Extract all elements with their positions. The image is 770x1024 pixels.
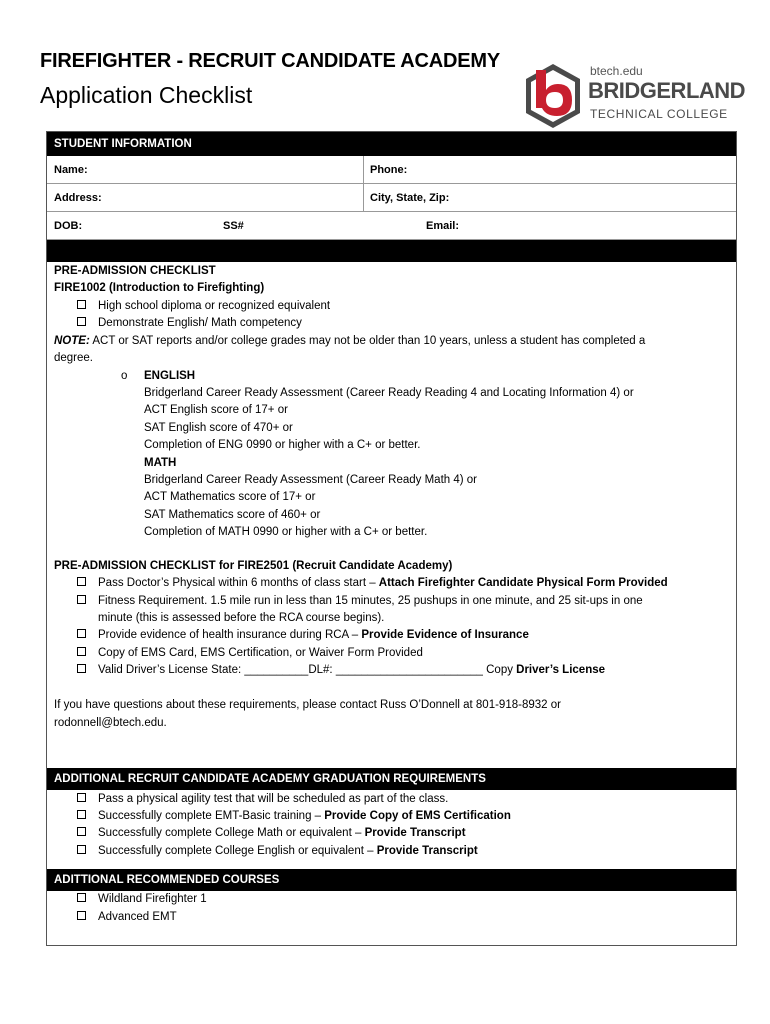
page-subtitle: Application Checklist xyxy=(40,82,253,108)
page-title: FIREFIGHTER - RECRUIT CANDIDATE ACADEMY xyxy=(40,50,500,72)
contact-text: If you have questions about these requirements, please contact Russ O’Donnell at 801-918-8932 or xyxy=(54,699,561,711)
address-field-label: Address: xyxy=(54,192,102,204)
math-label: MATH xyxy=(144,457,177,469)
checklist-item[interactable]: High school diploma or recognized equivalent xyxy=(77,298,330,315)
phone-field-label: Phone: xyxy=(370,164,408,176)
checklist-item-cont: minute (this is assessed before the RCA course begins). xyxy=(98,612,385,624)
fire1002-course: FIRE1002 (Introduction to Firefighting) xyxy=(54,282,265,294)
student-info-heading: STUDENT INFORMATION xyxy=(47,132,736,156)
checklist-item[interactable]: Wildland Firefighter 1 xyxy=(77,891,207,908)
logo-url: btech.edu xyxy=(590,64,643,78)
checklist-item[interactable]: Pass Doctor’s Physical within 6 months of class start – Attach Firefighter Candidate Physical Form Provided xyxy=(77,575,668,592)
english-option: Bridgerland Career Ready Assessment (Career Ready Reading 4 and Locating Information 4) or xyxy=(144,387,634,399)
math-option: Bridgerland Career Ready Assessment (Career Ready Math 4) or xyxy=(144,474,478,486)
english-option: SAT English score of 470+ or xyxy=(144,422,293,434)
checklist-item[interactable]: Valid Driver’s License State: __________DL#: _______________________ Copy Driver’s License xyxy=(77,662,605,679)
name-field-label: Name: xyxy=(54,164,88,176)
checkbox-icon[interactable] xyxy=(77,629,86,638)
email-field-label: Email: xyxy=(426,220,460,232)
checkbox-icon[interactable] xyxy=(77,595,86,604)
ss-field-label: SS# xyxy=(223,220,244,232)
graduation-heading: ADDITIONAL RECRUIT CANDIDATE ACADEMY GRADUATION REQUIREMENTS xyxy=(47,768,736,790)
math-option: Completion of MATH 0990 or higher with a C+ or better. xyxy=(144,526,428,538)
checkbox-icon[interactable] xyxy=(77,317,86,326)
bullet-icon: o xyxy=(121,370,128,382)
name-phone-row xyxy=(47,156,736,184)
english-option: Completion of ENG 0990 or higher with a C+ or better. xyxy=(144,439,421,451)
dob-row xyxy=(47,212,736,240)
recommended-heading: ADITTIONAL RECOMMENDED COURSES xyxy=(47,869,736,891)
checkbox-icon[interactable] xyxy=(77,793,86,802)
checkbox-icon[interactable] xyxy=(77,911,86,920)
checkbox-icon[interactable] xyxy=(77,647,86,656)
contact-email[interactable]: rodonnell@btech.edu. xyxy=(54,717,167,729)
address-row xyxy=(47,184,736,212)
checkbox-icon[interactable] xyxy=(77,664,86,673)
english-option: ACT English score of 17+ or xyxy=(144,404,288,416)
checklist-item[interactable]: Demonstrate English/ Math competency xyxy=(77,315,302,332)
dob-field-label: DOB: xyxy=(54,220,83,232)
checklist-item[interactable]: Advanced EMT xyxy=(77,909,177,926)
checkbox-icon[interactable] xyxy=(77,577,86,586)
checklist-item[interactable]: Fitness Requirement. 1.5 mile run in less than 15 minutes, 25 pushups in one minute, and 25 sit-ups in one xyxy=(77,593,643,610)
college-logo xyxy=(522,62,746,130)
checklist-item[interactable]: Successfully complete EMT-Basic training – Provide Copy of EMS Certification xyxy=(77,808,511,825)
math-option: SAT Mathematics score of 460+ or xyxy=(144,509,321,521)
section-divider xyxy=(47,240,736,262)
pre-admission-heading: PRE-ADMISSION CHECKLIST xyxy=(54,265,216,277)
checkbox-icon[interactable] xyxy=(77,845,86,854)
checklist-form xyxy=(46,131,737,946)
note-text: NOTE: ACT or SAT reports and/or college grades may not be older than 10 years, unless a student has completed a xyxy=(54,335,646,347)
logo-name: BRIDGERLAND xyxy=(588,78,746,103)
checklist-item[interactable]: Pass a physical agility test that will be scheduled as part of the class. xyxy=(77,791,448,808)
checklist-item[interactable]: Provide evidence of health insurance during RCA – Provide Evidence of Insurance xyxy=(77,627,529,644)
checkbox-icon[interactable] xyxy=(77,300,86,309)
english-label: ENGLISH xyxy=(144,370,196,382)
checklist-item[interactable]: Successfully complete College English or equivalent – Provide Transcript xyxy=(77,843,478,860)
checkbox-icon[interactable] xyxy=(77,893,86,902)
checkbox-icon[interactable] xyxy=(77,810,86,819)
checklist-item[interactable]: Successfully complete College Math or equivalent – Provide Transcript xyxy=(77,825,466,842)
math-option: ACT Mathematics score of 17+ or xyxy=(144,491,316,503)
checkbox-icon[interactable] xyxy=(77,827,86,836)
rca-checklist-heading: PRE-ADMISSION CHECKLIST for FIRE2501 (Recruit Candidate Academy) xyxy=(54,560,453,572)
note-text-cont: degree. xyxy=(54,352,94,364)
city-field-label: City, State, Zip: xyxy=(370,192,450,204)
logo-mark-icon xyxy=(522,62,584,130)
checklist-item[interactable]: Copy of EMS Card, EMS Certification, or Waiver Form Provided xyxy=(77,645,423,662)
logo-subname: TECHNICAL COLLEGE xyxy=(590,107,728,121)
